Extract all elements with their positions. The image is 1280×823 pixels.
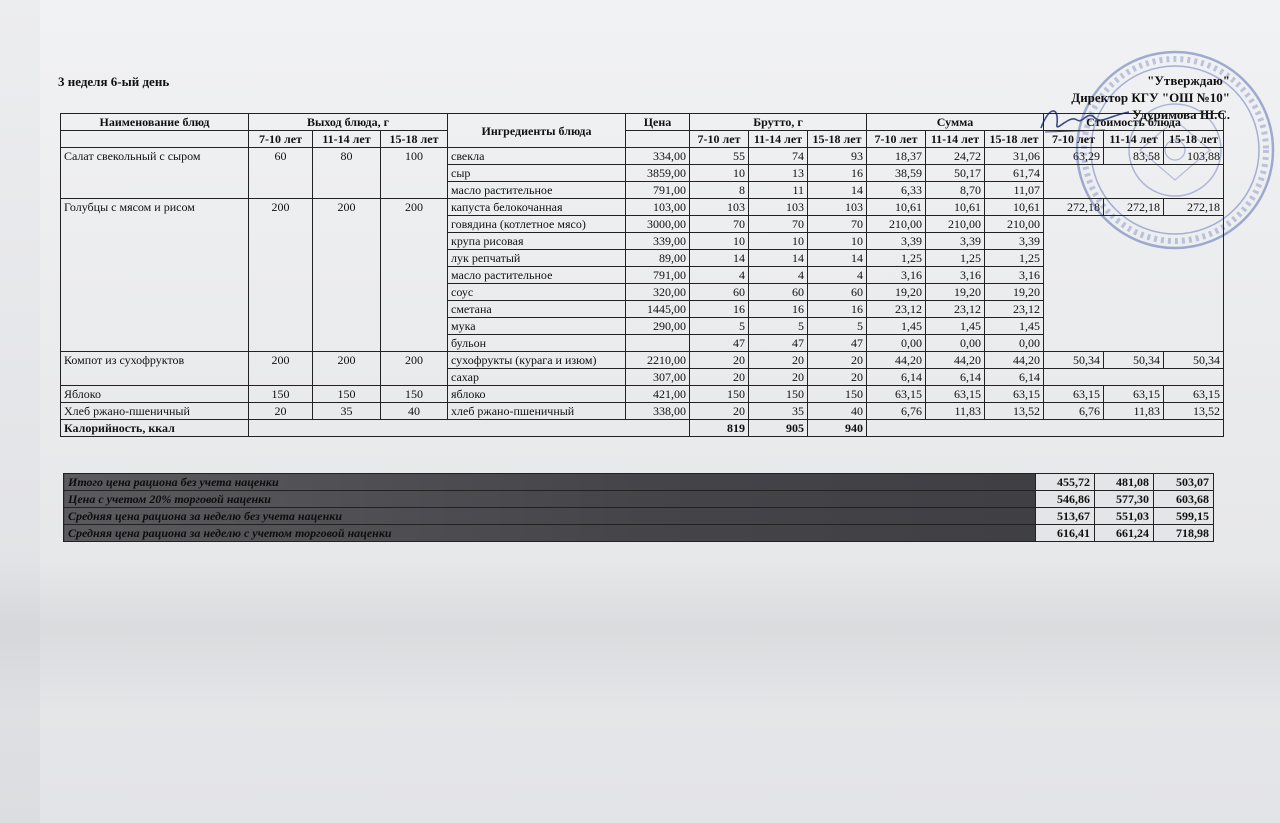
sum-age-15-18: 15-18 лет: [985, 131, 1044, 148]
ingredient-price: 3859,00: [626, 165, 690, 182]
dish-cost: 63,15: [1164, 386, 1224, 403]
totals-value: 577,30: [1095, 491, 1154, 508]
calories-row: [61, 420, 1224, 437]
dish-output: 200: [313, 199, 381, 352]
ingredient-brutto: 74: [749, 148, 808, 165]
ingredient-sum: 3,16: [867, 267, 926, 284]
ingredient-sum: 19,20: [985, 284, 1044, 301]
dish-cost: 6,76: [1044, 403, 1104, 420]
paper-shadow: [0, 560, 1280, 710]
ingredient-brutto: 5: [749, 318, 808, 335]
ingredient-brutto: 14: [690, 250, 749, 267]
dish-cost: 272,18: [1164, 199, 1224, 216]
brutto-age-11-14: 11-14 лет: [749, 131, 808, 148]
ingredient-brutto: 20: [690, 369, 749, 386]
ingredient-sum: 210,00: [926, 216, 985, 233]
ingredient-sum: 11,07: [985, 182, 1044, 199]
ingredient-sum: 6,76: [867, 403, 926, 420]
table-row: [61, 199, 1224, 216]
ingredient-brutto: 10: [808, 233, 867, 250]
ingredient-name: свекла: [448, 148, 626, 165]
ingredient-brutto: 10: [749, 233, 808, 250]
ingredient-price: 338,00: [626, 403, 690, 420]
cost-age-7-10: 7-10 лет: [1044, 131, 1104, 148]
dish-cost: 272,18: [1104, 199, 1164, 216]
ingredient-name: хлеб ржано-пшеничный: [448, 403, 626, 420]
ingredient-price: 791,00: [626, 182, 690, 199]
ingredient-sum: 0,00: [926, 335, 985, 352]
totals-value: 616,41: [1036, 525, 1095, 542]
calories-label: Калорийность, ккал: [61, 420, 249, 437]
cost-age-11-14: 11-14 лет: [1104, 131, 1164, 148]
ingredient-sum: 44,20: [985, 352, 1044, 369]
ingredient-brutto: 35: [749, 403, 808, 420]
sum-age-7-10: 7-10 лет: [867, 131, 926, 148]
ingredient-sum: 44,20: [926, 352, 985, 369]
ingredient-brutto: 70: [749, 216, 808, 233]
ingredient-brutto: 40: [808, 403, 867, 420]
cost-empty-cell: [1044, 165, 1224, 199]
ingredient-sum: 13,52: [985, 403, 1044, 420]
ingredient-sum: 63,15: [867, 386, 926, 403]
ingredient-brutto: 8: [690, 182, 749, 199]
ingredient-price: 791,00: [626, 267, 690, 284]
ingredient-brutto: 13: [749, 165, 808, 182]
ingredient-brutto: 10: [690, 165, 749, 182]
header-sum: Сумма: [867, 114, 1044, 131]
dish-cost: 50,34: [1044, 352, 1104, 369]
dish-output: 100: [381, 148, 448, 199]
brutto-age-15-18: 15-18 лет: [808, 131, 867, 148]
output-age-7-10: 7-10 лет: [249, 131, 313, 148]
ingredient-sum: 0,00: [867, 335, 926, 352]
ingredient-name: масло растительное: [448, 267, 626, 284]
director-title: Директор КГУ "ОШ №10": [1071, 90, 1230, 105]
table-row: [61, 352, 1224, 369]
ingredient-sum: 1,25: [926, 250, 985, 267]
ingredient-sum: 10,61: [926, 199, 985, 216]
totals-value: 603,68: [1154, 491, 1214, 508]
ingredient-brutto: 10: [690, 233, 749, 250]
ingredient-brutto: 60: [808, 284, 867, 301]
totals-value: 599,15: [1154, 508, 1214, 525]
dish-output: 200: [381, 352, 448, 386]
totals-row: [64, 474, 1214, 491]
dish-output: 20: [249, 403, 313, 420]
header-price: Цена: [626, 114, 690, 131]
ingredient-sum: 8,70: [926, 182, 985, 199]
table-row: [61, 148, 1224, 165]
cost-empty-cell: [1044, 369, 1224, 386]
ingredient-brutto: 14: [808, 182, 867, 199]
dish-output: 35: [313, 403, 381, 420]
ingredient-brutto: 16: [808, 301, 867, 318]
calories-value: 940: [808, 420, 867, 437]
dish-cost: 103,88: [1164, 148, 1224, 165]
header-brutto: Брутто, г: [690, 114, 867, 131]
dish-cost: 50,34: [1104, 352, 1164, 369]
ingredient-brutto: 20: [749, 352, 808, 369]
ingredient-brutto: 70: [808, 216, 867, 233]
ingredient-name: масло растительное: [448, 182, 626, 199]
table-row: [61, 403, 1224, 420]
calories-empty-cell: [249, 420, 690, 437]
ingredient-sum: 1,45: [926, 318, 985, 335]
ingredient-brutto: 150: [690, 386, 749, 403]
ingredient-sum: 31,06: [985, 148, 1044, 165]
totals-value: 718,98: [1154, 525, 1214, 542]
dish-output: 40: [381, 403, 448, 420]
ingredient-sum: 210,00: [985, 216, 1044, 233]
ingredient-sum: 61,74: [985, 165, 1044, 182]
ingredient-sum: 11,83: [926, 403, 985, 420]
ingredient-price: 339,00: [626, 233, 690, 250]
ingredient-name: сухофрукты (курага и изюм): [448, 352, 626, 369]
header-row-3: [61, 131, 1224, 148]
header-cost: Стоимость блюда: [1044, 114, 1224, 131]
calories-value: 819: [690, 420, 749, 437]
ingredient-name: бульон: [448, 335, 626, 352]
ingredient-brutto: 70: [690, 216, 749, 233]
ingredient-brutto: 47: [749, 335, 808, 352]
ingredient-brutto: 103: [690, 199, 749, 216]
totals-table: [63, 473, 1214, 542]
menu-table: [60, 113, 1224, 437]
ingredient-brutto: 11: [749, 182, 808, 199]
totals-row: [64, 491, 1214, 508]
ingredient-brutto: 20: [690, 352, 749, 369]
ingredient-name: мука: [448, 318, 626, 335]
ingredient-sum: 3,16: [926, 267, 985, 284]
ingredient-name: лук репчатый: [448, 250, 626, 267]
totals-label: Цена с учетом 20% торговой наценки: [64, 491, 1036, 508]
ingredient-brutto: 55: [690, 148, 749, 165]
ingredient-brutto: 150: [808, 386, 867, 403]
ingredient-price: [626, 335, 690, 352]
ingredient-brutto: 150: [749, 386, 808, 403]
ingredient-brutto: 4: [690, 267, 749, 284]
dish-name: Голубцы с мясом и рисом: [61, 199, 249, 352]
ingredient-brutto: 16: [690, 301, 749, 318]
ingredient-price: 290,00: [626, 318, 690, 335]
ingredient-brutto: 14: [808, 250, 867, 267]
ingredient-sum: 6,14: [985, 369, 1044, 386]
ingredient-sum: 3,39: [926, 233, 985, 250]
totals-value: 455,72: [1036, 474, 1095, 491]
dish-cost: 11,83: [1104, 403, 1164, 420]
week-day-title: 3 неделя 6-ый день: [58, 74, 170, 89]
ingredient-sum: 19,20: [926, 284, 985, 301]
totals-row: [64, 508, 1214, 525]
totals-value: 546,86: [1036, 491, 1095, 508]
ingredient-name: яблоко: [448, 386, 626, 403]
ingredient-sum: 44,20: [867, 352, 926, 369]
ingredient-sum: 10,61: [867, 199, 926, 216]
calories-tail-cell: [867, 420, 1224, 437]
ingredient-price: 1445,00: [626, 301, 690, 318]
dish-name: Яблоко: [61, 386, 249, 403]
header-output: Выход блюда, г: [249, 114, 448, 131]
ingredient-name: сахар: [448, 369, 626, 386]
price-empty-cell: [626, 131, 690, 148]
totals-label: Средняя цена рациона за неделю с учетом торговой наценки: [64, 525, 1036, 542]
header-dish-name: Наименование блюд: [61, 114, 249, 131]
totals-row: [64, 525, 1214, 542]
ingredient-sum: 50,17: [926, 165, 985, 182]
header-empty-cell: [61, 131, 249, 148]
ingredient-name: крупа рисовая: [448, 233, 626, 250]
totals-value: 661,24: [1095, 525, 1154, 542]
ingredient-name: соус: [448, 284, 626, 301]
ingredient-brutto: 5: [808, 318, 867, 335]
ingredient-sum: 6,14: [867, 369, 926, 386]
cost-age-15-18: 15-18 лет: [1164, 131, 1224, 148]
totals-value: 503,07: [1154, 474, 1214, 491]
ingredient-sum: 1,45: [985, 318, 1044, 335]
ingredient-sum: 63,15: [926, 386, 985, 403]
dish-cost: 50,34: [1164, 352, 1224, 369]
approve-label: "Утверждаю": [1147, 73, 1230, 88]
ingredient-sum: 3,39: [985, 233, 1044, 250]
ingredient-brutto: 20: [749, 369, 808, 386]
dish-output: 200: [249, 199, 313, 352]
totals-label: Итого цена рациона без учета наценки: [64, 474, 1036, 491]
ingredient-brutto: 4: [808, 267, 867, 284]
ingredient-price: 307,00: [626, 369, 690, 386]
ingredient-brutto: 20: [690, 403, 749, 420]
ingredient-sum: 23,12: [985, 301, 1044, 318]
ingredient-brutto: 47: [690, 335, 749, 352]
output-age-15-18: 15-18 лет: [381, 131, 448, 148]
dish-cost: 83,58: [1104, 148, 1164, 165]
totals-value: 551,03: [1095, 508, 1154, 525]
cost-empty-cell: [1044, 216, 1224, 352]
header-ingredients: Ингредиенты блюда: [448, 114, 626, 148]
totals-value: 513,67: [1036, 508, 1095, 525]
ingredient-brutto: 60: [690, 284, 749, 301]
dish-cost: 63,29: [1044, 148, 1104, 165]
output-age-11-14: 11-14 лет: [313, 131, 381, 148]
table-row: [61, 386, 1224, 403]
ingredient-sum: 3,39: [867, 233, 926, 250]
ingredient-price: 334,00: [626, 148, 690, 165]
ingredient-price: 320,00: [626, 284, 690, 301]
dish-output: 200: [313, 352, 381, 386]
dish-name: Компот из сухофруктов: [61, 352, 249, 386]
ingredient-brutto: 20: [808, 369, 867, 386]
ingredient-sum: 6,14: [926, 369, 985, 386]
ingredient-sum: 1,45: [867, 318, 926, 335]
ingredient-name: сметана: [448, 301, 626, 318]
dish-cost: 272,18: [1044, 199, 1104, 216]
ingredient-price: 3000,00: [626, 216, 690, 233]
header-row-1: [61, 114, 1224, 131]
ingredient-sum: 3,16: [985, 267, 1044, 284]
ingredient-brutto: 47: [808, 335, 867, 352]
ingredient-sum: 6,33: [867, 182, 926, 199]
dish-output: 150: [249, 386, 313, 403]
ingredient-sum: 10,61: [985, 199, 1044, 216]
dish-output: 60: [249, 148, 313, 199]
director-name: Удуримова Ш.С.: [1132, 107, 1230, 122]
dish-output: 150: [381, 386, 448, 403]
brutto-age-7-10: 7-10 лет: [690, 131, 749, 148]
ingredient-brutto: 4: [749, 267, 808, 284]
ingredient-sum: 23,12: [926, 301, 985, 318]
ingredient-price: 421,00: [626, 386, 690, 403]
dish-output: 200: [249, 352, 313, 386]
totals-value: 481,08: [1095, 474, 1154, 491]
ingredient-sum: 210,00: [867, 216, 926, 233]
ingredient-sum: 63,15: [985, 386, 1044, 403]
ingredient-name: говядина (котлетное мясо): [448, 216, 626, 233]
totals-label: Средняя цена рациона за неделю без учета наценки: [64, 508, 1036, 525]
ingredient-price: 89,00: [626, 250, 690, 267]
ingredient-sum: 24,72: [926, 148, 985, 165]
dish-cost: 13,52: [1164, 403, 1224, 420]
dish-cost: 63,15: [1104, 386, 1164, 403]
ingredient-sum: 19,20: [867, 284, 926, 301]
dish-output: 150: [313, 386, 381, 403]
ingredient-price: 103,00: [626, 199, 690, 216]
ingredient-brutto: 16: [749, 301, 808, 318]
ingredient-brutto: 103: [749, 199, 808, 216]
dish-name: Хлеб ржано-пшеничный: [61, 403, 249, 420]
ingredient-sum: 18,37: [867, 148, 926, 165]
ingredient-brutto: 5: [690, 318, 749, 335]
ingredient-sum: 23,12: [867, 301, 926, 318]
ingredient-brutto: 20: [808, 352, 867, 369]
calories-value: 905: [749, 420, 808, 437]
sum-age-11-14: 11-14 лет: [926, 131, 985, 148]
ingredient-brutto: 16: [808, 165, 867, 182]
ingredient-price: 2210,00: [626, 352, 690, 369]
ingredient-brutto: 60: [749, 284, 808, 301]
ingredient-name: сыр: [448, 165, 626, 182]
dish-name: Салат свекольный с сыром: [61, 148, 249, 199]
ingredient-name: капуста белокочанная: [448, 199, 626, 216]
ingredient-sum: 1,25: [867, 250, 926, 267]
ingredient-brutto: 14: [749, 250, 808, 267]
dish-output: 200: [381, 199, 448, 352]
dish-cost: 63,15: [1044, 386, 1104, 403]
ingredient-sum: 1,25: [985, 250, 1044, 267]
dish-output: 80: [313, 148, 381, 199]
ingredient-brutto: 103: [808, 199, 867, 216]
ingredient-brutto: 93: [808, 148, 867, 165]
ingredient-sum: 38,59: [867, 165, 926, 182]
ingredient-sum: 0,00: [985, 335, 1044, 352]
